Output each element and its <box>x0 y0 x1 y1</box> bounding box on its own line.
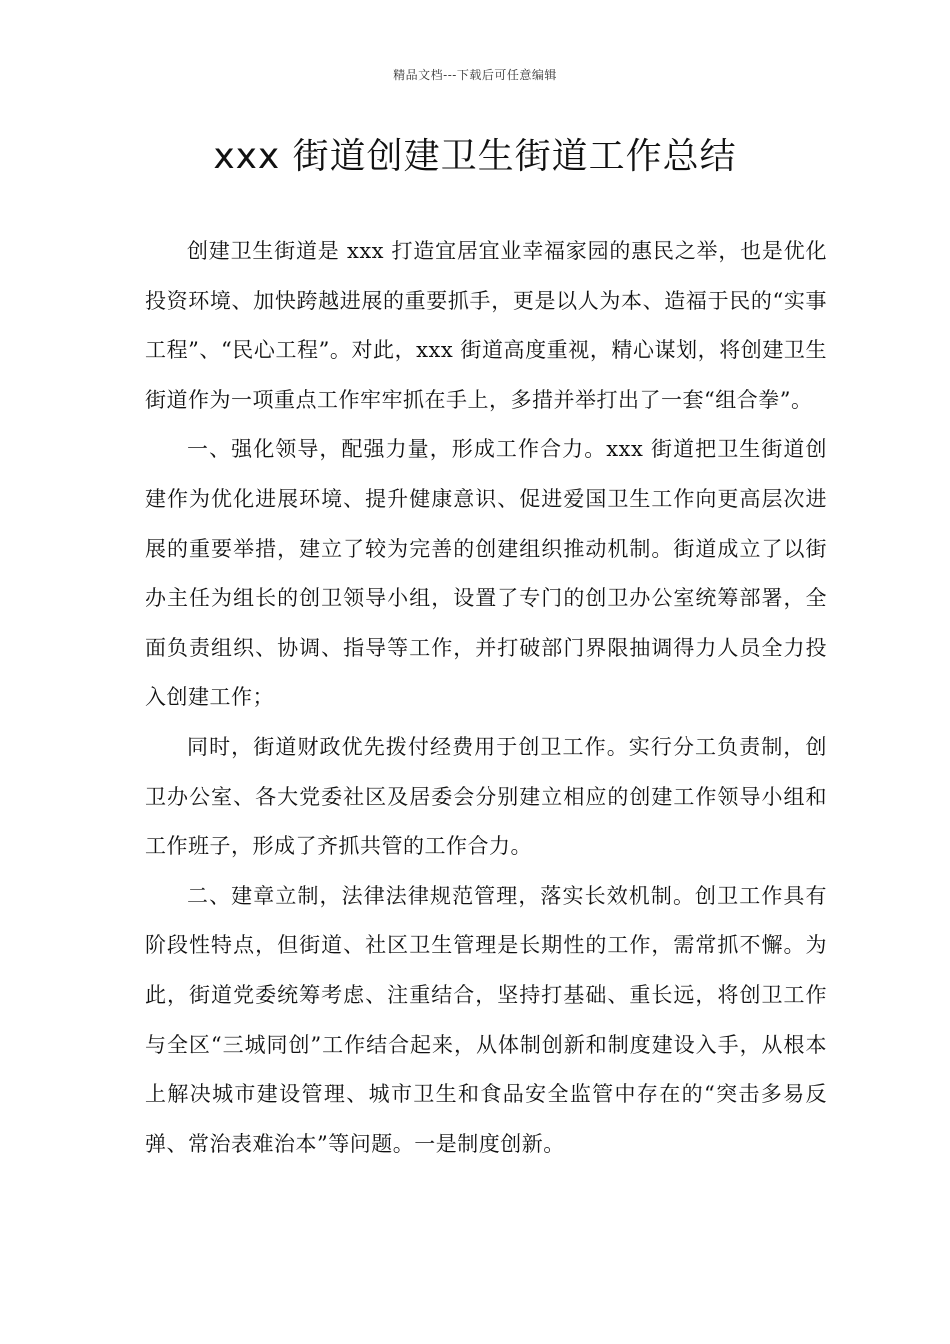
document-body <box>145 227 827 1169</box>
paragraph-funding: 同时，街道财政优先拨付经费用于创卫工作。实行分工负责制，创卫办公室、各大党委社区及居委会分别建立相应的创建工作领导小组和工作班子，形成了齐抓共管的工作合力。 <box>145 734 827 859</box>
document-title: xxx 街道创建卫生街道工作总结 <box>213 136 737 177</box>
paragraph-section-one: 一、强化领导，配强力量，形成工作合力。xxx 街道把卫生街道创建作为优化进展环境、提升健康意识、促进爱国卫生工作向更高层次进展的重要举措，建立了较为完善的创建组织推动机制。街道成立了以街办主任为组长的创卫领导小组，设置了专门的创卫办公室统筹部署，全面负责组织、协调、指导等工作，并打破部门界限抽调得力人员全力投入创建工作； <box>145 437 827 710</box>
header-note: 精品文档---下载后可任意编辑 <box>393 68 557 82</box>
paragraph-section-two: 二、建章立制，法律法律规范管理，落实长效机制。创卫工作具有阶段性特点，但街道、社区卫生管理是长期性的工作，需常抓不懈。为此，街道党委统筹考虑、注重结合，坚持打基础、重长远，将创卫工作与全区“三城同创”工作结合起来，从体制创新和制度建设入手，从根本上解决城市建设管理、城市卫生和食品安全监管中存在的“突击多易反弹、常治表难治本”等问题。一是制度创新。 <box>145 883 827 1156</box>
paragraph-intro: 创建卫生街道是 xxx 打造宜居宜业幸福家园的惠民之举，也是优化投资环境、加快跨越进展的重要抓手，更是以人为本、造福于民的“实事工程”、“民心工程”。对此，xxx 街道高度重视，精心谋划，将创建卫生街道作为一项重点工作牢牢抓在手上，多措并举打出了一套“组合拳”。 <box>145 239 827 412</box>
